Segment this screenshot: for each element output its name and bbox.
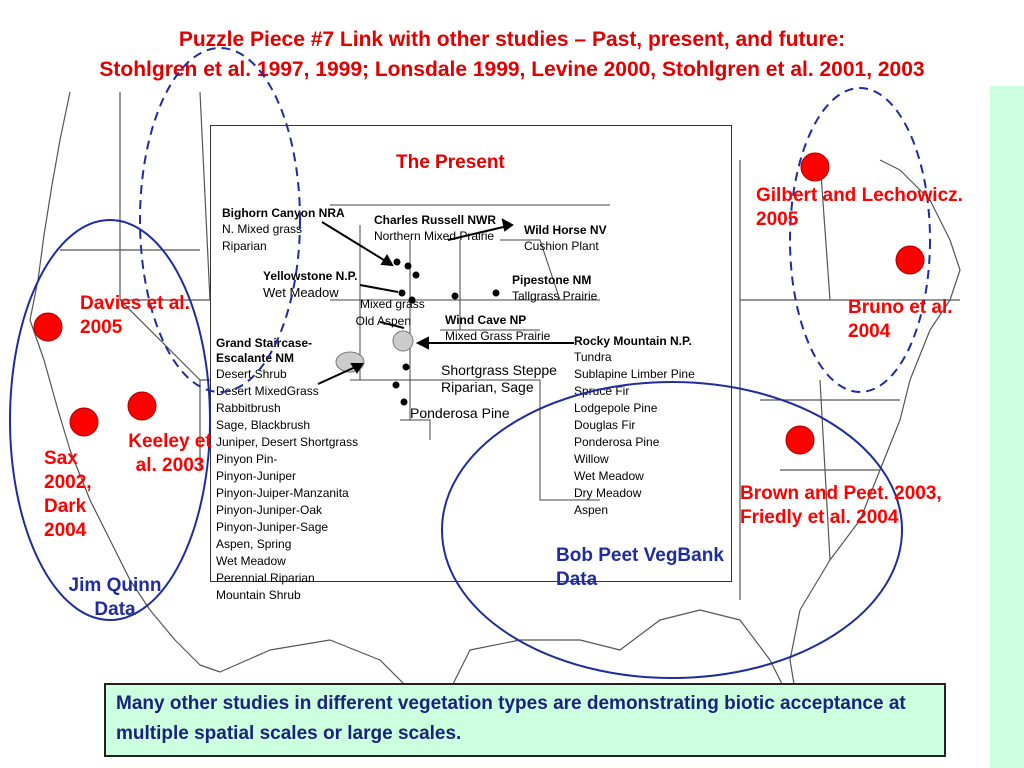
site-wildhorse-line: Cushion Plant [524, 239, 599, 253]
site-rocky-line: Aspen [574, 503, 609, 517]
site-grandstaircase-line: Sage, Blackbrush [216, 418, 311, 432]
site-rocky-name: Rocky Mountain N.P. [574, 334, 692, 348]
ellipse-peet [442, 382, 902, 678]
label-gilbert: Gilbert and Lechowicz. 2005 [756, 185, 963, 230]
marker-sax [70, 408, 98, 436]
site-rocky-line: Spruce Fir [574, 384, 630, 398]
site-yellowstone-name: Yellowstone N.P. [263, 269, 358, 283]
site-ponderosa-line: Ponderosa Pine [410, 405, 510, 421]
site-grandstaircase-line: Pinyon-Juiper-Manzanita [216, 486, 349, 500]
site-grandstaircase-line: Pinyon-Juniper-Sage [216, 520, 329, 534]
site-rocky-line: Lodgepole Pine [574, 401, 658, 415]
site-russell-line: Northern Mixed Prairie [374, 229, 495, 243]
label-bruno: Bruno et al. 2004 [848, 297, 953, 342]
ellipse-northeast-dashed [790, 88, 930, 392]
site-rocky-line: Tundra [574, 350, 612, 364]
site-shortgrass-line: Riparian, Sage [441, 379, 534, 395]
label-keeley: Keeley et al. 2003 [128, 431, 212, 476]
title-line-2: Stohlgren et al. 1997, 1999; Lonsdale 1999, Levine 2000, Stohlgren et al. 2001, 2003 [99, 58, 925, 81]
site-pipestone-line: Tallgrass Prairie [512, 289, 598, 303]
site-grandstaircase-line: Mountain Shrub [216, 588, 301, 602]
site-yellowstone-line: Wet Meadow [263, 285, 339, 300]
marker-keeley [128, 392, 156, 420]
label-sax: Sax 2002, Dark 2004 [44, 448, 92, 541]
site-grandstaircase-line: Wet Meadow [216, 554, 286, 568]
site-grandstaircase-line: Pinyon-Juniper-Oak [216, 503, 323, 517]
site-bighorn-name: Bighorn Canyon NRA [222, 206, 345, 220]
site-windcave-line: Mixed Grass Prairie [445, 329, 551, 343]
site-windcave-name: Wind Cave NP [445, 313, 527, 327]
caption-text: Many other studies in different vegetation types are demonstrating biotic acceptance at multiple spatial scales or large scales. [116, 693, 906, 744]
ellipse-quinn [10, 220, 210, 620]
site-grandstaircase-line: Pinyon Pin- [216, 452, 278, 466]
site-grandstaircase-line: Pinyon-Juniper [216, 469, 297, 483]
site-shortgrass-line: Shortgrass Steppe [441, 362, 557, 378]
site-rocky-line: Ponderosa Pine [574, 435, 660, 449]
site-grandstaircase-line: Aspen, Spring [216, 537, 292, 551]
site-grandstaircase-line: Desert Shrub [216, 367, 287, 381]
site-bighorn-line: Riparian [222, 239, 267, 253]
ellipse-west-dashed [140, 48, 300, 392]
caption-box [104, 683, 946, 757]
inset-heading: The Present [396, 152, 505, 173]
site-grandstaircase-line: Desert MixedGrass [216, 384, 319, 398]
label-quinn: Jim Quinn Data [68, 575, 162, 620]
site-grandstaircase-line: Juniper, Desert Shortgrass [216, 435, 359, 449]
site-rocky-line: Douglas Fir [574, 418, 636, 432]
marker-davies [34, 313, 62, 341]
title-line-1: Puzzle Piece #7 Link with other studies – Past, present, and future: [178, 28, 846, 51]
site-rocky-line: Wet Meadow [574, 469, 644, 483]
site-rocky-line: Willow [574, 452, 609, 466]
site-rocky-line: Dry Meadow [574, 486, 642, 500]
site-mixedgrass-line: Old Aspen [355, 314, 412, 328]
marker-brown [786, 426, 814, 454]
marker-gilbert [801, 153, 829, 181]
site-grandstaircase-line: Rabbitbrush [216, 401, 281, 415]
marker-bruno [896, 246, 924, 274]
site-wildhorse-name: Wild Horse NV [524, 223, 607, 237]
site-mixedgrass-line: Mixed grass [360, 297, 425, 311]
site-rocky-line: Sublapine Limber Pine [574, 367, 695, 381]
site-russell-name: Charles Russell NWR [374, 213, 497, 227]
site-grandstaircase-name: Grand Staircase-Escalante NM [216, 336, 313, 365]
site-grandstaircase-line: Perennial Riparian [216, 571, 315, 585]
label-davies: Davies et al. 2005 [80, 293, 190, 338]
label-peet: Bob Peet VegBank Data [556, 545, 724, 590]
site-pipestone-name: Pipestone NM [512, 273, 592, 287]
site-bighorn-line: N. Mixed grass [222, 222, 303, 236]
label-brown: Brown and Peet. 2003, Friedly et al. 2004 [740, 483, 942, 528]
